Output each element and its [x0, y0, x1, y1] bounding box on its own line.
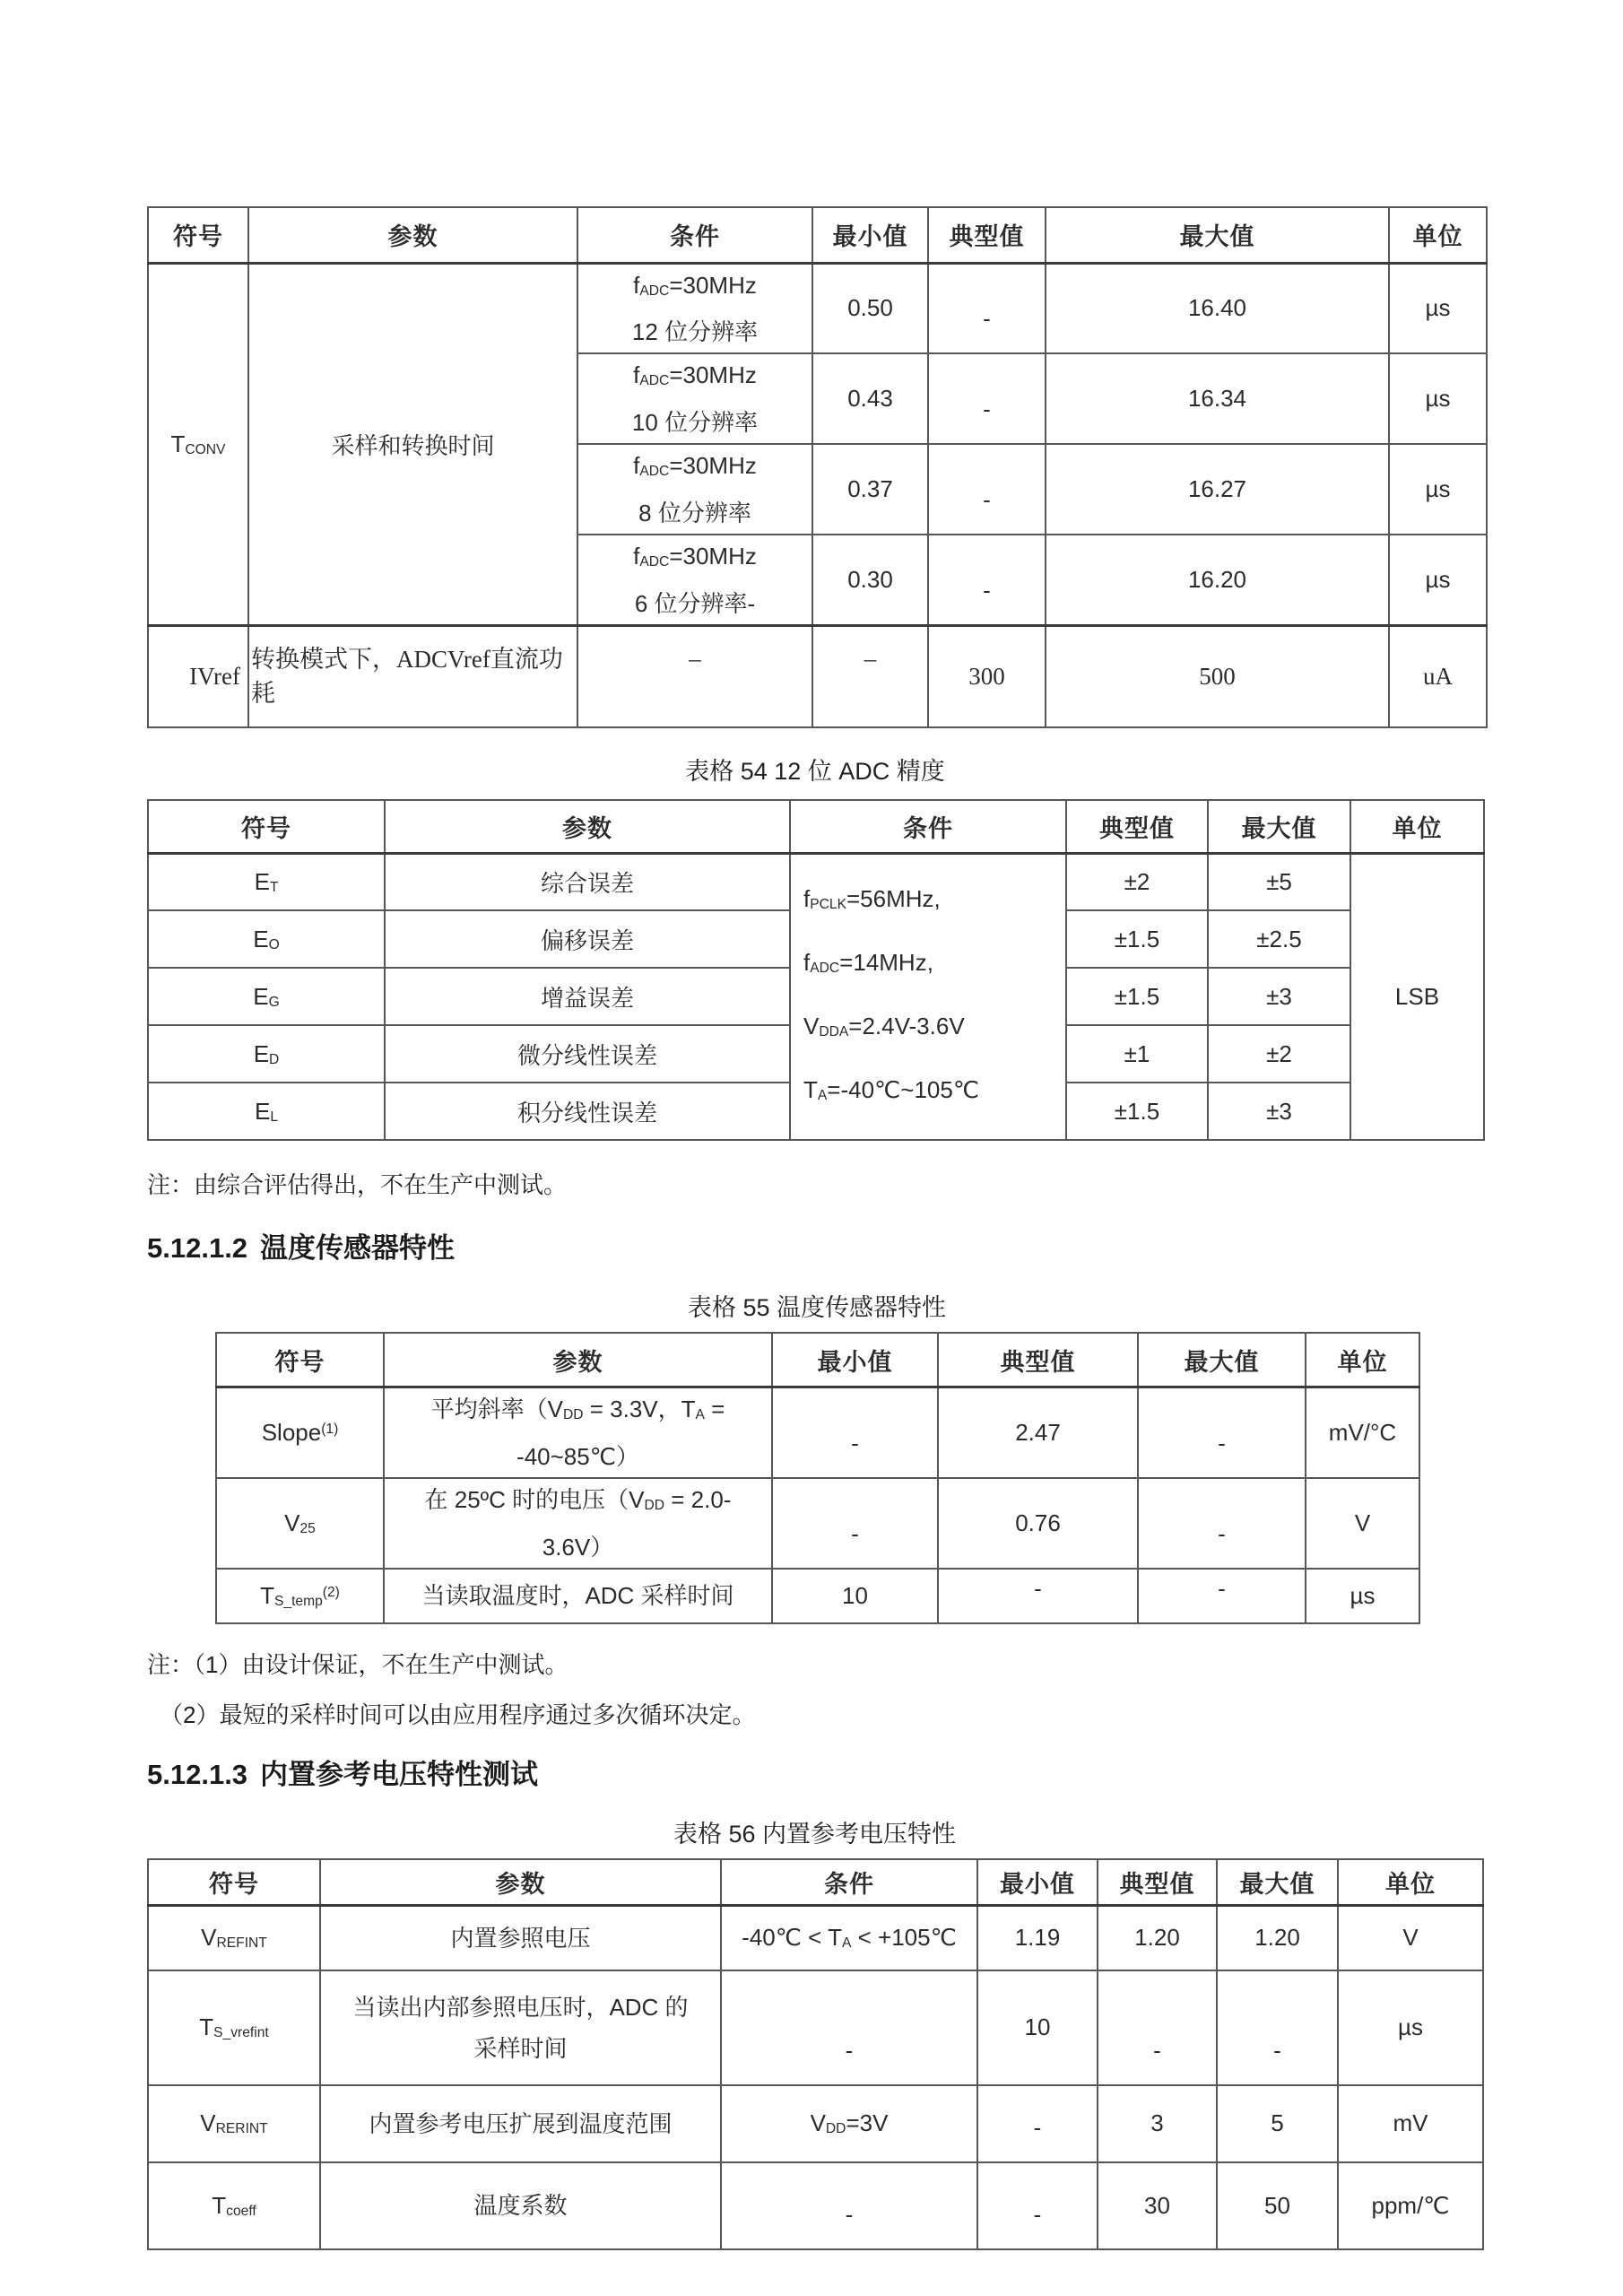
- param-cell: 综合误差: [385, 853, 790, 910]
- header-typ: 典型值: [938, 1333, 1138, 1387]
- header-condition: 条件: [721, 1859, 977, 1906]
- table-55-caption: 表格 55 温度传感器特性: [687, 1294, 947, 1322]
- unit-cell: V: [1338, 1906, 1483, 1970]
- header-max: 最大值: [1217, 1859, 1338, 1906]
- max-cell: ±2.5: [1208, 910, 1350, 968]
- unit-cell: LSB: [1350, 853, 1484, 1140]
- param-cell: 内置参照电压: [320, 1906, 721, 1970]
- table-temp-sensor: [215, 1332, 1420, 1623]
- max-cell: 16.34: [1046, 353, 1389, 444]
- condition-cell: [577, 535, 812, 625]
- condition-line: $f_{ADC}=30MHz$: [633, 271, 757, 299]
- max-cell: 16.40: [1046, 263, 1389, 353]
- param-cell: 在 25ºC 时的电压$(V_{DD} = 2.0-3.6V)$: [384, 1478, 772, 1569]
- condition-line: 12 位分辨率: [631, 318, 759, 346]
- max-cell: ±3: [1208, 968, 1350, 1025]
- header-unit: 单位: [1306, 1333, 1419, 1387]
- table-56-caption: 表格 56 内置参考电压特性: [673, 1820, 957, 1848]
- header-symbol: 符号: [148, 207, 248, 263]
- note-table-54: 注：由综合评估得出，不在生产中测试。: [147, 1171, 568, 1199]
- min-cell: –: [812, 625, 928, 727]
- typ-cell: -: [928, 444, 1046, 535]
- typ-cell: -: [928, 263, 1046, 353]
- typ-cell: 0.76: [938, 1478, 1138, 1569]
- table-row-header: [216, 1333, 1419, 1387]
- condition-line: $f_{ADC}=30MHz$: [633, 543, 757, 570]
- condition-line: $T_A=-40℃\sim 105℃$: [803, 1075, 980, 1103]
- table-adc-timing: [147, 206, 1488, 728]
- table-row: [216, 1569, 1419, 1623]
- max-cell: 50: [1217, 2162, 1338, 2249]
- table-row: [148, 2162, 1483, 2249]
- min-cell: 1.19: [977, 1906, 1098, 1970]
- typ-cell: 3: [1098, 2085, 1217, 2162]
- symbol-cell: $T_{coeff}$: [148, 2162, 320, 2249]
- max-cell: ±2: [1208, 1025, 1350, 1083]
- min-cell: 0.37: [812, 444, 928, 535]
- param-cell: 当读出内部参照电压时，ADC 的采样时间: [320, 1970, 721, 2085]
- condition-cell: -: [721, 2162, 977, 2249]
- header-symbol: 符号: [148, 800, 385, 853]
- param-cell: 温度系数: [320, 2162, 721, 2249]
- max-cell: 16.27: [1046, 444, 1389, 535]
- min-cell: 10: [977, 1970, 1098, 2085]
- symbol-cell: $E_L$: [148, 1083, 385, 1140]
- note-table-55-1: 注：（1）由设计保证，不在生产中测试。: [147, 1650, 568, 1678]
- max-cell: -: [1138, 1387, 1306, 1477]
- unit-cell: µs: [1389, 263, 1487, 353]
- condition-cell: -40℃ < $T_A$ < +105℃: [721, 1906, 977, 1970]
- unit-cell: µs: [1389, 353, 1487, 444]
- param-cell: 平均斜率（$V_{DD} = 3.3V$，$T_A$ = -40~85℃）: [384, 1387, 772, 1477]
- note-table-55-2: （2）最短的采样时间可以由应用程序通过多次循环决定。: [160, 1700, 756, 1728]
- header-param: 参数: [248, 207, 577, 263]
- min-cell: 0.50: [812, 263, 928, 353]
- section-title: 内置参考电压特性测试: [260, 1758, 539, 1790]
- min-cell: 10: [772, 1569, 938, 1623]
- min-cell: 0.43: [812, 353, 928, 444]
- symbol-cell: IVref: [148, 625, 248, 727]
- unit-cell: µs: [1389, 444, 1487, 535]
- max-cell: 16.20: [1046, 535, 1389, 625]
- condition-line: $V_{DDA}=2.4V-3.6V$: [803, 1012, 965, 1039]
- param-cell: 内置参考电压扩展到温度范围: [320, 2085, 721, 2162]
- param-cell: 偏移误差: [385, 910, 790, 968]
- max-cell: ±3: [1208, 1083, 1350, 1140]
- table-row: [148, 2085, 1483, 2162]
- typ-cell: -: [938, 1569, 1138, 1623]
- condition-cell: –: [577, 625, 812, 727]
- symbol-cell: $E_O$: [148, 910, 385, 968]
- param-cell: 转换模式下，ADCVref直流功耗: [248, 625, 577, 727]
- min-cell: -: [772, 1387, 938, 1477]
- symbol-cell: $E_D$: [148, 1025, 385, 1083]
- table-54-caption: 表格 54 12 位 ADC 精度: [685, 758, 945, 786]
- min-cell: -: [977, 2162, 1098, 2249]
- condition-cell: $V_{DD}=3V$: [721, 2085, 977, 2162]
- unit-cell: µs: [1389, 535, 1487, 625]
- table-adc-accuracy: [147, 799, 1485, 1141]
- header-min: 最小值: [812, 207, 928, 263]
- symbol-cell: $V_{RERINT}$: [148, 2085, 320, 2162]
- table-row: [216, 1478, 1419, 1569]
- header-param: 参数: [384, 1333, 772, 1387]
- condition-line: $f_{ADC}=30MHz$: [633, 452, 757, 480]
- typ-cell: ±2: [1066, 853, 1208, 910]
- unit-cell: uA: [1389, 625, 1487, 727]
- typ-cell: 30: [1098, 2162, 1217, 2249]
- max-cell: ±5: [1208, 853, 1350, 910]
- typ-cell: 300: [928, 625, 1046, 727]
- header-param: 参数: [385, 800, 790, 853]
- min-cell: -: [772, 1478, 938, 1569]
- table-row: [148, 263, 1487, 353]
- condition-line: $f_{PCLK}=56MHz$,: [803, 884, 941, 912]
- unit-cell: ppm/℃: [1338, 2162, 1483, 2249]
- min-cell: 0.30: [812, 535, 928, 625]
- header-typ: 典型值: [1098, 1859, 1217, 1906]
- header-typ: 典型值: [1066, 800, 1208, 853]
- typ-cell: ±1.5: [1066, 968, 1208, 1025]
- symbol-cell: Slope$^{(1)}$: [216, 1387, 384, 1477]
- min-cell: -: [977, 2085, 1098, 2162]
- max-cell: 500: [1046, 625, 1389, 727]
- unit-cell: µs: [1306, 1569, 1419, 1623]
- table-row-ivref: [148, 625, 1487, 727]
- typ-cell: -: [928, 535, 1046, 625]
- symbol-cell: $E_T$: [148, 853, 385, 910]
- typ-cell: ±1: [1066, 1025, 1208, 1083]
- section-title: 温度传感器特性: [260, 1232, 456, 1265]
- table-internal-vref: [147, 1858, 1484, 2250]
- typ-cell: -: [928, 353, 1046, 444]
- header-typ: 典型值: [928, 207, 1046, 263]
- max-cell: -: [1138, 1478, 1306, 1569]
- unit-cell: µs: [1338, 1970, 1483, 2085]
- header-unit: 单位: [1350, 800, 1484, 853]
- header-max: 最大值: [1046, 207, 1389, 263]
- condition-line: $f_{ADC}=14MHz$,: [803, 948, 933, 976]
- symbol-cell: $E_G$: [148, 968, 385, 1025]
- typ-cell: ±1.5: [1066, 1083, 1208, 1140]
- header-symbol: 符号: [148, 1859, 320, 1906]
- param-cell: 积分线性误差: [385, 1083, 790, 1140]
- header-param: 参数: [320, 1859, 721, 1906]
- header-unit: 单位: [1389, 207, 1487, 263]
- symbol-cell: $T_{S\_vrefint}$: [148, 1970, 320, 2085]
- typ-cell: -: [1098, 1970, 1217, 2085]
- param-cell: 当读取温度时，ADC 采样时间: [384, 1569, 772, 1623]
- table-row: [216, 1387, 1419, 1477]
- section-heading-temp-sensor: [147, 1231, 1623, 1266]
- table-row-header: [148, 1859, 1483, 1906]
- section-number: 5.12.1.2: [147, 1232, 248, 1265]
- max-cell: -: [1217, 1970, 1338, 2085]
- param-cell: 微分线性误差: [385, 1025, 790, 1083]
- unit-cell: V: [1306, 1478, 1419, 1569]
- table-row: [148, 1906, 1483, 1970]
- typ-cell: 2.47: [938, 1387, 1138, 1477]
- header-symbol: 符号: [216, 1333, 384, 1387]
- condition-cell: [577, 444, 812, 535]
- condition-cell: [790, 853, 1066, 1140]
- unit-cell: mV: [1338, 2085, 1483, 2162]
- symbol-cell: $T_{S\_temp}^{(2)}$: [216, 1569, 384, 1623]
- symbol-cell: $V_{REFINT}$: [148, 1906, 320, 1970]
- condition-line: 8 位分辨率: [638, 500, 751, 527]
- typ-cell: ±1.5: [1066, 910, 1208, 968]
- param-cell: 增益误差: [385, 968, 790, 1025]
- header-condition: 条件: [577, 207, 812, 263]
- header-min: 最小值: [772, 1333, 938, 1387]
- table-row: [148, 853, 1484, 910]
- condition-cell: [577, 353, 812, 444]
- symbol-cell: $T_{CONV}$: [148, 263, 248, 625]
- symbol-cell: $V_{25}$: [216, 1478, 384, 1569]
- section-number: 5.12.1.3: [147, 1758, 248, 1790]
- condition-line: $f_{ADC}=30MHz$: [633, 361, 757, 389]
- max-cell: 1.20: [1217, 1906, 1338, 1970]
- table-row: [148, 1970, 1483, 2085]
- header-condition: 条件: [790, 800, 1066, 853]
- condition-cell: [577, 263, 812, 353]
- condition-line: 10 位分辨率: [631, 409, 759, 437]
- section-heading-vref: [147, 1757, 1623, 1793]
- table-row-header: [148, 207, 1487, 263]
- param-cell: 采样和转换时间: [248, 263, 577, 625]
- unit-cell: mV/°C: [1306, 1387, 1419, 1477]
- header-max: 最大值: [1208, 800, 1350, 853]
- table-row-header: [148, 800, 1484, 853]
- condition-cell: -: [721, 1970, 977, 2085]
- header-unit: 单位: [1338, 1859, 1483, 1906]
- condition-line: 6 位分辨率-: [634, 589, 756, 617]
- max-cell: 5: [1217, 2085, 1338, 2162]
- header-min: 最小值: [977, 1859, 1098, 1906]
- header-max: 最大值: [1138, 1333, 1306, 1387]
- max-cell: -: [1138, 1569, 1306, 1623]
- typ-cell: 1.20: [1098, 1906, 1217, 1970]
